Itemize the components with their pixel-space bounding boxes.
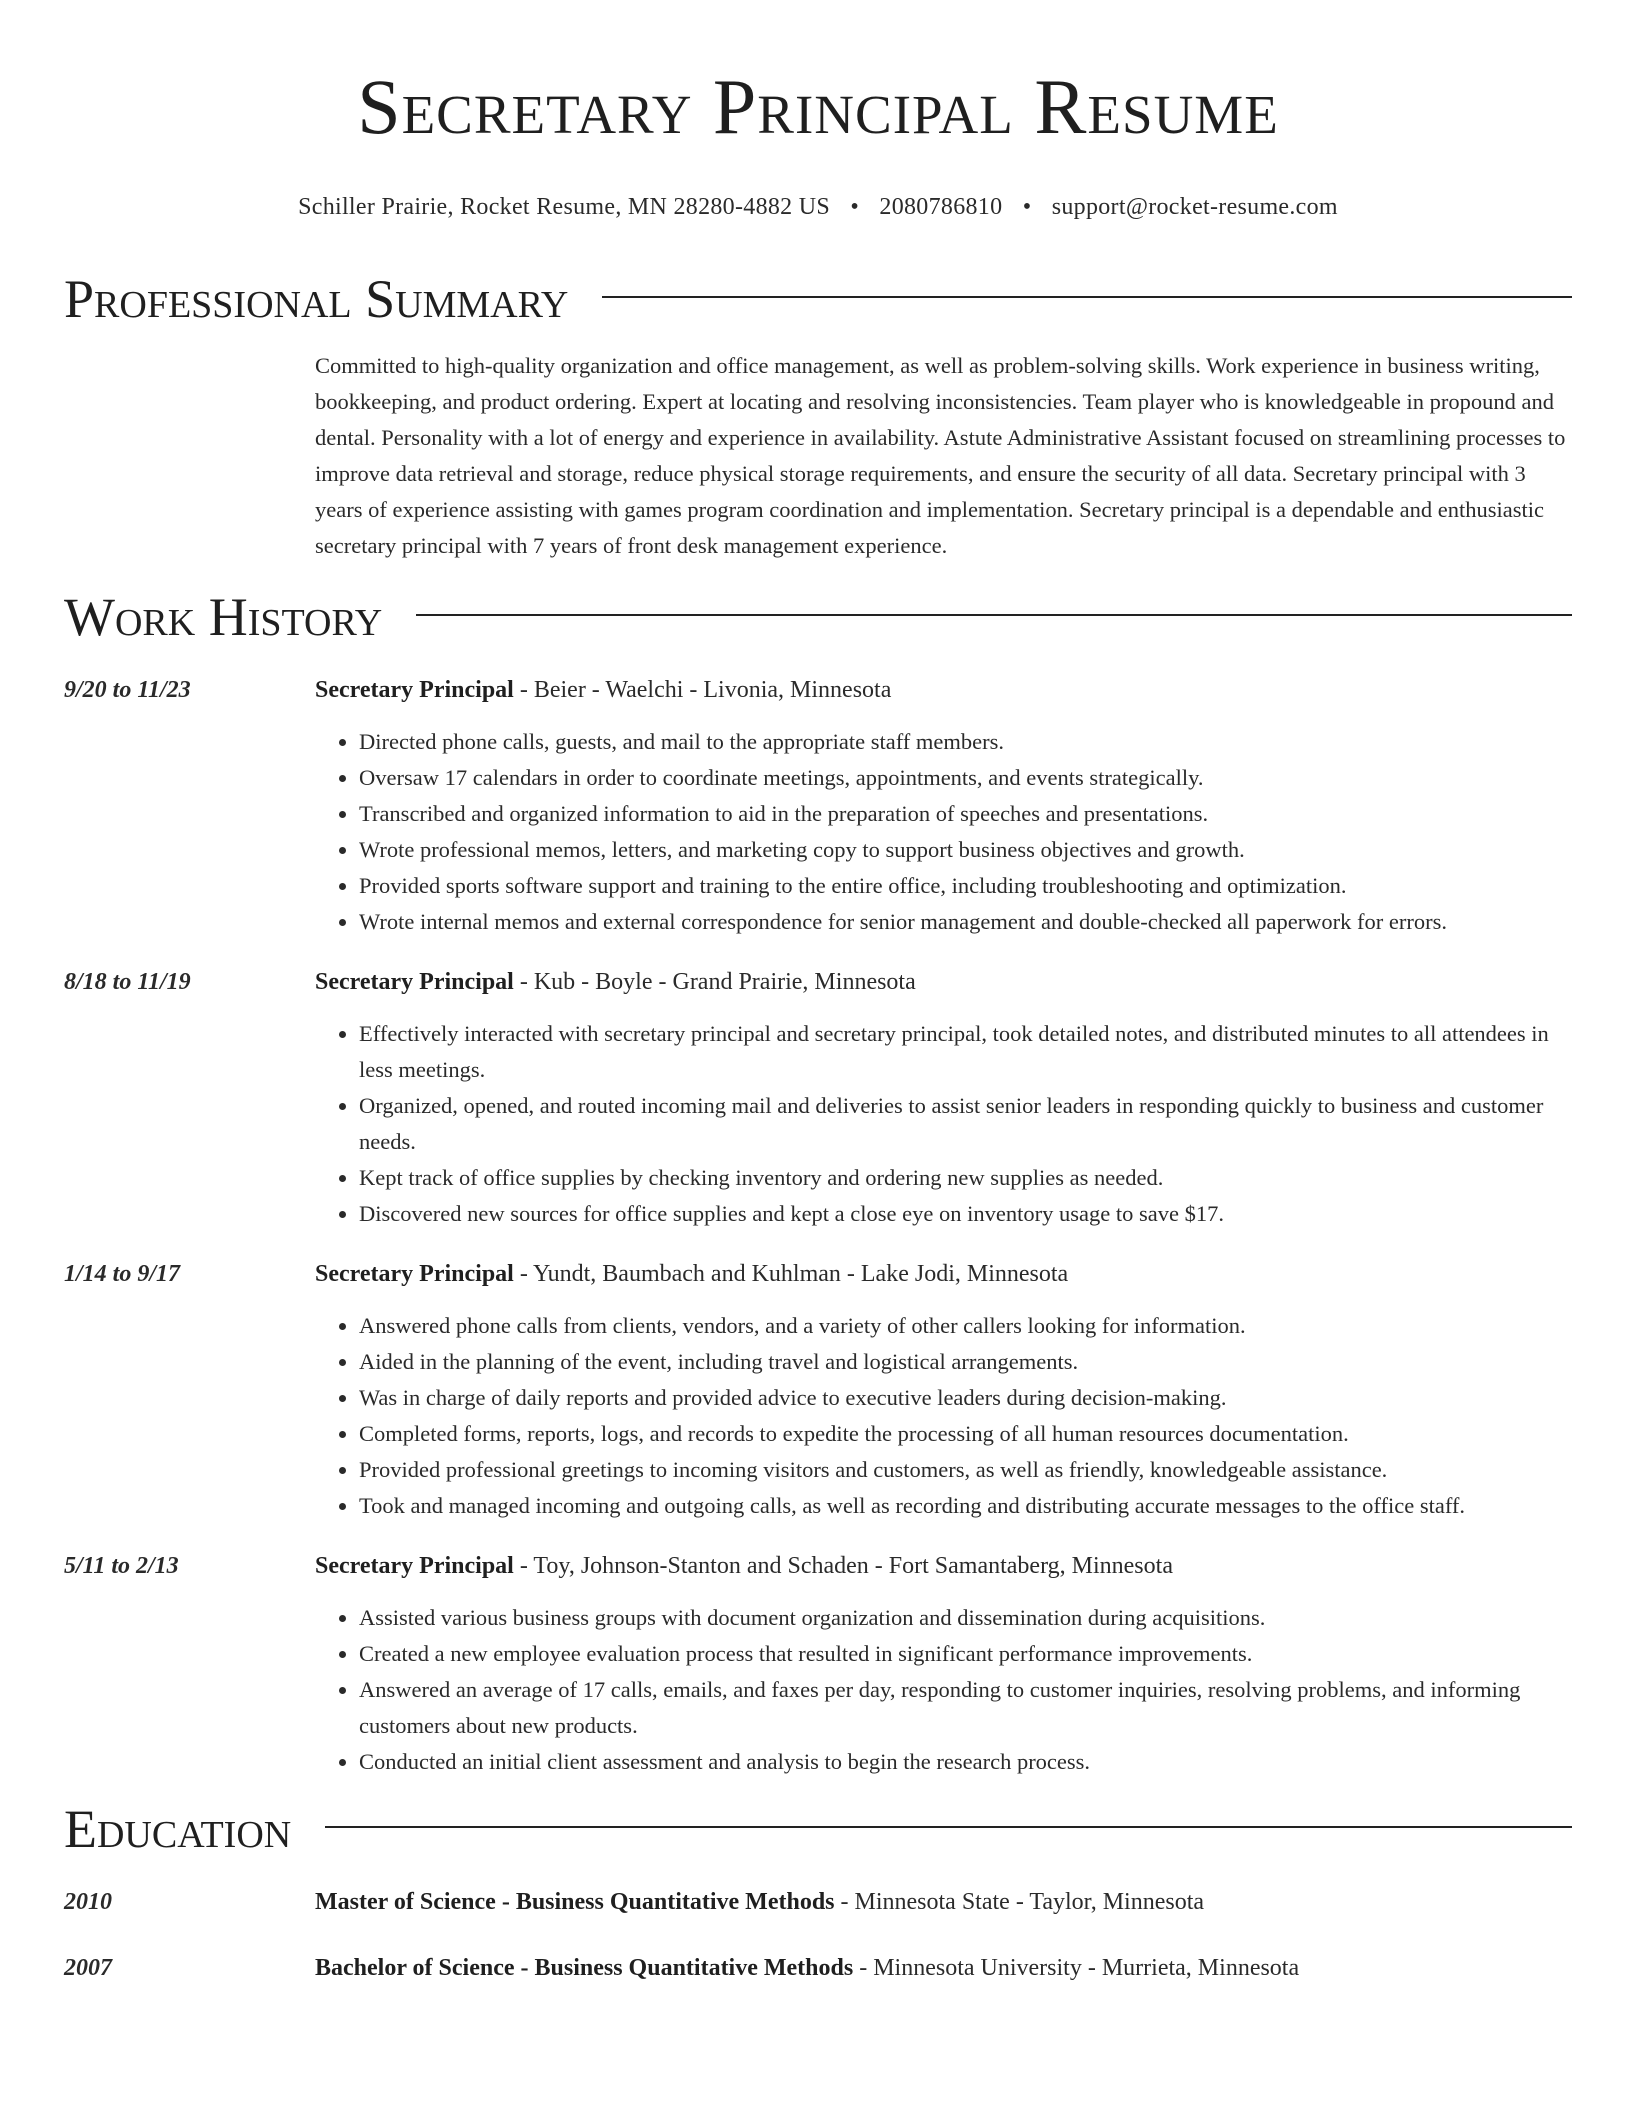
job-bullet: • Aided in the planning of the event, including travel and logistical arrangements. — [359, 1344, 1572, 1380]
work-section-title: Work History — [64, 587, 383, 647]
job-bullets — [315, 1016, 1572, 1232]
job-details: - Toy, Johnson-Stanton and Schaden - Fort Samantaberg, Minnesota — [513, 1553, 1173, 1579]
job-bullet: • Created a new employee evaluation process that resulted in significant performance improvements. — [359, 1636, 1572, 1672]
job-bullet: • Directed phone calls, guests, and mail to the appropriate staff members. — [359, 724, 1572, 760]
job-entry — [64, 964, 1572, 1232]
summary-text: Committed to high-quality organization and office management, as well as problem-solving skills. Work experience in business writing, bookkeeping, and product ordering. Expert at locating and resolving inconsistencies. Team player who is knowledgeable in propound and dental. Personality with a lot of energy and experience in availability. Astute Administrative Assistant focused on streamlining processes to improve data retrieval and storage, reduce physical storage requirements, and ensure the security of all data. Secretary principal with 3 years of experience assisting with games program coordination and implementation. Secretary principal is a dependable and enthusiastic secretary principal with 7 years of front desk management experience. — [315, 353, 1566, 558]
education-section-title: Education — [64, 1799, 292, 1859]
education-degree: Bachelor of Science - Business Quantitative Methods — [315, 1955, 854, 1981]
job-bullet: • Effectively interacted with secretary principal and secretary principal, took detailed notes, and distributed minutes to all attendees in less meetings. — [359, 1016, 1572, 1088]
job-bullet: • Completed forms, reports, logs, and records to expedite the processing of all human resources documentation. — [359, 1416, 1572, 1452]
job-bullet: • Provided sports software support and training to the entire office, including troubleshooting and optimization. — [359, 868, 1572, 904]
job-bullet: • Discovered new sources for office supplies and kept a close eye on inventory usage to save $17. — [359, 1196, 1572, 1232]
section-divider — [602, 296, 1572, 298]
job-bullet: • Organized, opened, and routed incoming mail and deliveries to assist senior leaders in responding quickly to business and customer needs. — [359, 1088, 1572, 1160]
job-body — [315, 1548, 1572, 1780]
job-body — [315, 672, 1572, 940]
contact-address: Schiller Prairie, Rocket Resume, MN 28280-4882 US — [298, 194, 831, 220]
education-heading — [315, 1884, 1572, 1920]
job-bullet: • Answered an average of 17 calls, emails, and faxes per day, responding to customer inquiries, resolving problems, and informing customers about new products. — [359, 1672, 1572, 1744]
job-dates: 8/18 to 11/19 — [64, 969, 191, 995]
job-dates: 1/14 to 9/17 — [64, 1261, 181, 1287]
section-divider — [325, 1826, 1572, 1828]
summary-section-title: Professional Summary — [64, 269, 569, 329]
job-position: Secretary Principal — [315, 969, 514, 995]
education-details: - Minnesota University - Murrieta, Minnesota — [853, 1955, 1300, 1981]
job-dates: 5/11 to 2/13 — [64, 1553, 179, 1579]
job-bullet: • Kept track of office supplies by checking inventory and ordering new supplies as needed. — [359, 1160, 1572, 1196]
job-details: - Kub - Boyle - Grand Prairie, Minnesota — [513, 969, 916, 995]
work-section-header — [64, 586, 1572, 648]
job-body — [315, 1256, 1572, 1524]
job-bullet: • Oversaw 17 calendars in order to coordinate meetings, appointments, and events strategically. — [359, 760, 1572, 796]
job-position: Secretary Principal — [315, 677, 514, 703]
education-heading — [315, 1950, 1572, 1986]
contact-separator: • — [850, 194, 860, 220]
job-bullet: • Was in charge of daily reports and provided advice to executive leaders during decision-making. — [359, 1380, 1572, 1416]
job-bullet: • Assisted various business groups with document organization and dissemination during acquisitions. — [359, 1600, 1572, 1636]
job-details: - Beier - Waelchi - Livonia, Minnesota — [513, 677, 892, 703]
job-heading — [315, 964, 1572, 1000]
job-bullet: • Conducted an initial client assessment and analysis to begin the research process. — [359, 1744, 1572, 1780]
job-dates: 9/20 to 11/23 — [64, 677, 191, 703]
education-degree: Master of Science - Business Quantitative Methods — [315, 1889, 835, 1915]
job-position: Secretary Principal — [315, 1261, 514, 1287]
summary-section-header — [64, 268, 1572, 330]
job-bullet: • Answered phone calls from clients, vendors, and a variety of other callers looking for information. — [359, 1308, 1572, 1344]
job-entry — [64, 672, 1572, 940]
contact-phone: 2080786810 — [879, 194, 1003, 220]
contact-email: support@rocket-resume.com — [1051, 194, 1338, 220]
job-bullet: • Transcribed and organized information to aid in the preparation of speeches and presentations. — [359, 796, 1572, 832]
job-bullet: • Took and managed incoming and outgoing calls, as well as recording and distributing accurate messages to the office staff. — [359, 1488, 1572, 1524]
job-heading — [315, 1548, 1572, 1584]
education-entry — [64, 1884, 1572, 1920]
job-bullet: • Provided professional greetings to incoming visitors and customers, as well as friendly, knowledgeable assistance. — [359, 1452, 1572, 1488]
job-body — [315, 964, 1572, 1232]
education-section-header — [64, 1798, 1572, 1860]
job-entry — [64, 1548, 1572, 1780]
section-divider — [416, 614, 1572, 616]
education-entry — [64, 1950, 1572, 1986]
contact-line — [64, 192, 1572, 222]
job-details: - Yundt, Baumbach and Kuhlman - Lake Jodi, Minnesota — [513, 1261, 1069, 1287]
job-bullet: • Wrote professional memos, letters, and marketing copy to support business objectives and growth. — [359, 832, 1572, 868]
job-bullets — [315, 724, 1572, 940]
education-year: 2010 — [64, 1889, 112, 1915]
job-heading — [315, 672, 1572, 708]
job-entry — [64, 1256, 1572, 1524]
resume-title: Secretary Principal Resume — [357, 63, 1279, 150]
job-bullets — [315, 1600, 1572, 1780]
education-year: 2007 — [64, 1955, 112, 1981]
job-bullets — [315, 1308, 1572, 1524]
job-bullet: • Wrote internal memos and external correspondence for senior management and double-checked all paperwork for errors. — [359, 904, 1572, 940]
education-details: - Minnesota State - Taylor, Minnesota — [834, 1889, 1205, 1915]
contact-separator: • — [1022, 194, 1032, 220]
job-position: Secretary Principal — [315, 1553, 514, 1579]
job-heading — [315, 1256, 1572, 1292]
